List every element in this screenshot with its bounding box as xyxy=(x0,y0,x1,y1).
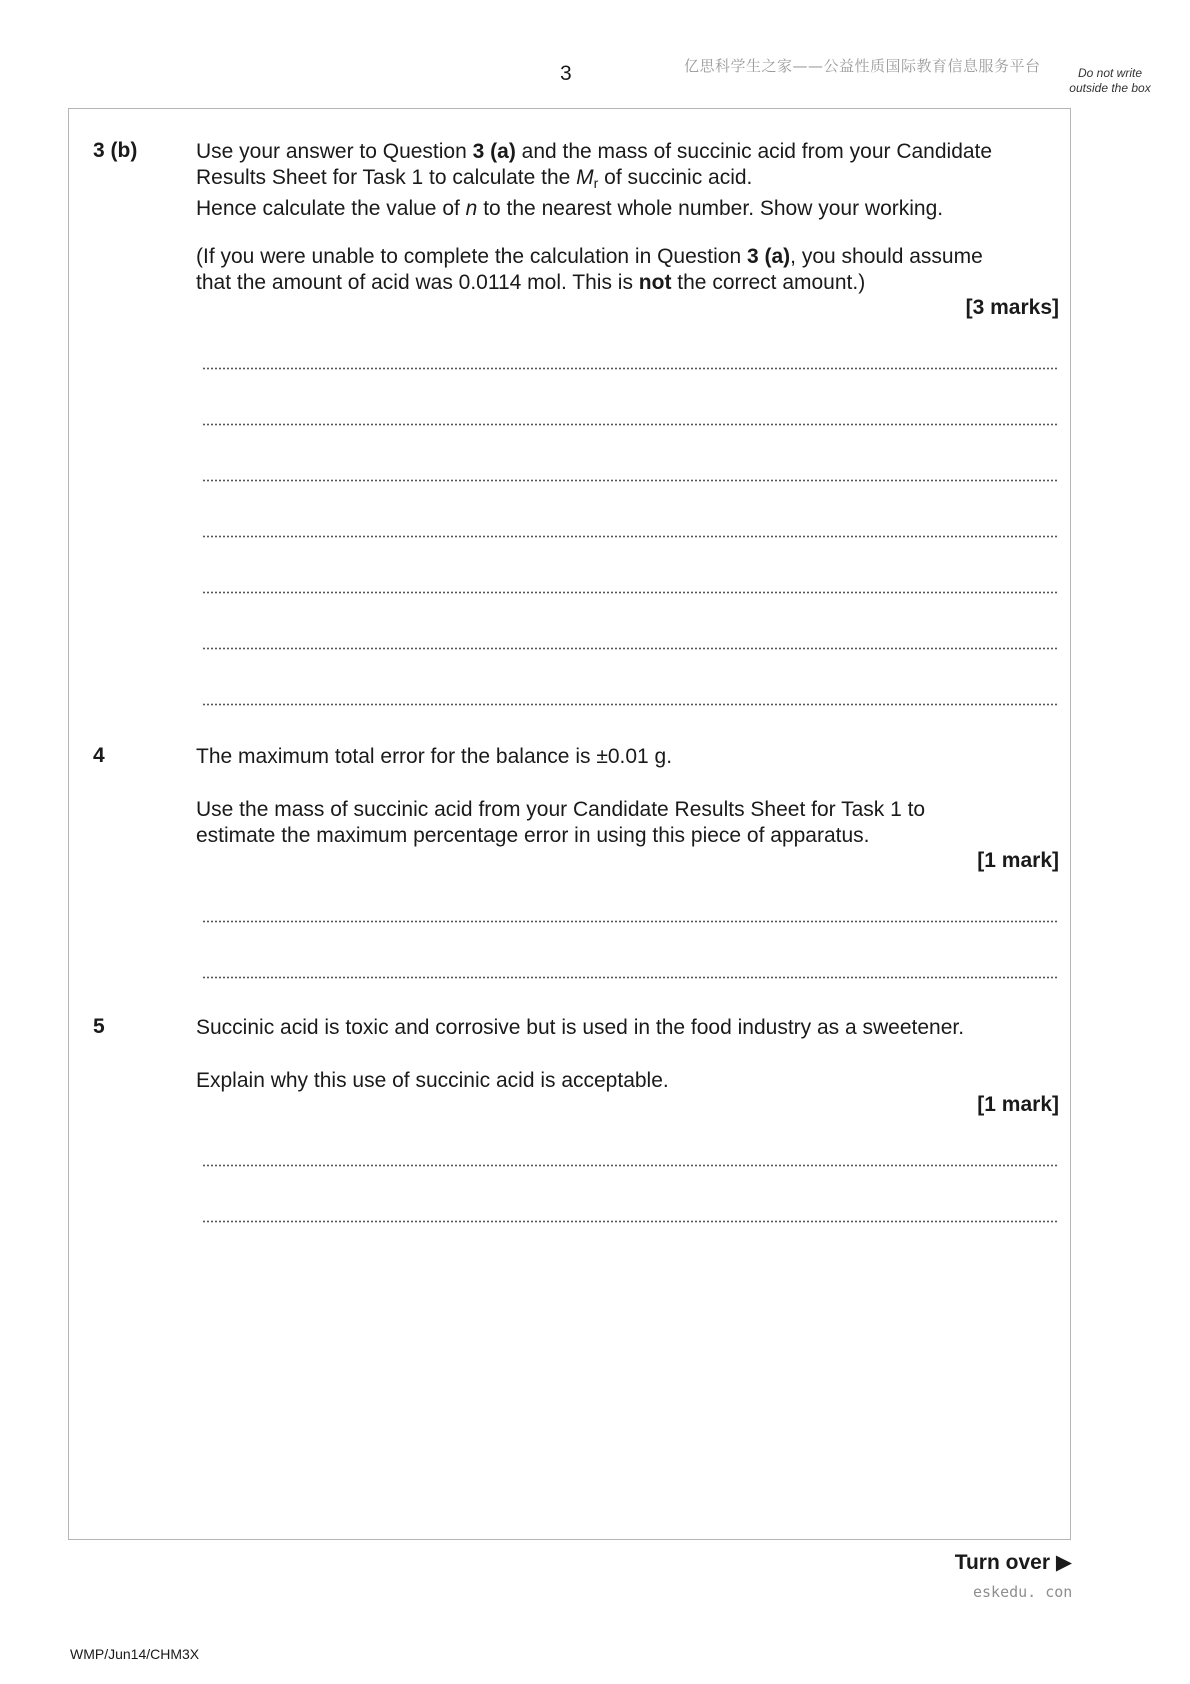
question-3b-line-1: Use your answer to Question 3 (a) and the mass of succinic acid from your Candidate xyxy=(196,140,993,163)
question-5-task: Explain why this use of succinic acid is acceptable. xyxy=(196,1069,669,1092)
answer-line[interactable] xyxy=(202,423,1059,426)
answer-line[interactable] xyxy=(202,1164,1059,1167)
margin-note: Do not write outside the box xyxy=(1069,66,1151,95)
question-4-task-line-1: Use the mass of succinic acid from your Candidate Results Sheet for Task 1 to xyxy=(196,798,926,821)
question-4-task xyxy=(196,797,1060,849)
answer-line[interactable] xyxy=(202,1220,1059,1223)
question-3b-number: 3 (b) xyxy=(93,139,138,162)
question-4-statement: The maximum total error for the balance is ±0.01 g. xyxy=(196,745,673,768)
turn-over-label: Turn over ▶ xyxy=(954,1551,1072,1574)
question-4-number: 4 xyxy=(93,744,105,767)
answer-line[interactable] xyxy=(202,920,1059,923)
answer-line[interactable] xyxy=(202,535,1059,538)
question-3b-marks: [3 marks] xyxy=(965,296,1059,319)
header-watermark: 亿思科学生之家——公益性质国际教育信息服务平台 xyxy=(684,57,1041,75)
paper-code: WMP/Jun14/CHM3X xyxy=(70,1646,200,1662)
question-5-marks: [1 mark] xyxy=(977,1093,1059,1116)
question-3b-note-line-2: that the amount of acid was 0.0114 mol. This is not the correct amount.) xyxy=(196,271,866,294)
page-number: 3 xyxy=(560,62,572,85)
answer-line[interactable] xyxy=(202,479,1059,482)
question-3b-text xyxy=(196,139,1060,222)
answer-line[interactable] xyxy=(202,703,1059,706)
answer-line[interactable] xyxy=(202,591,1059,594)
answer-line[interactable] xyxy=(202,647,1059,650)
question-3b-note xyxy=(196,244,1060,296)
question-3b-line-2: Results Sheet for Task 1 to calculate the $M_r$ of succinic acid. xyxy=(196,166,753,191)
answer-line[interactable] xyxy=(202,976,1059,979)
question-5-number: 5 xyxy=(93,1015,105,1038)
answer-line[interactable] xyxy=(202,367,1059,370)
question-5-statement: Succinic acid is toxic and corrosive but is used in the food industry as a sweetener. xyxy=(196,1016,965,1039)
question-4-marks: [1 mark] xyxy=(977,849,1059,872)
question-4-task-line-2: estimate the maximum percentage error in using this piece of apparatus. xyxy=(196,824,870,847)
question-3b-line-3: Hence calculate the value of n to the nearest whole number. Show your working. xyxy=(196,197,944,220)
triangle-right-icon: ▶ xyxy=(1055,1551,1072,1574)
footer-watermark: eskedu. con xyxy=(973,1583,1073,1601)
question-3b-note-line-1: (If you were unable to complete the calculation in Question 3 (a), you should assume xyxy=(196,245,983,268)
